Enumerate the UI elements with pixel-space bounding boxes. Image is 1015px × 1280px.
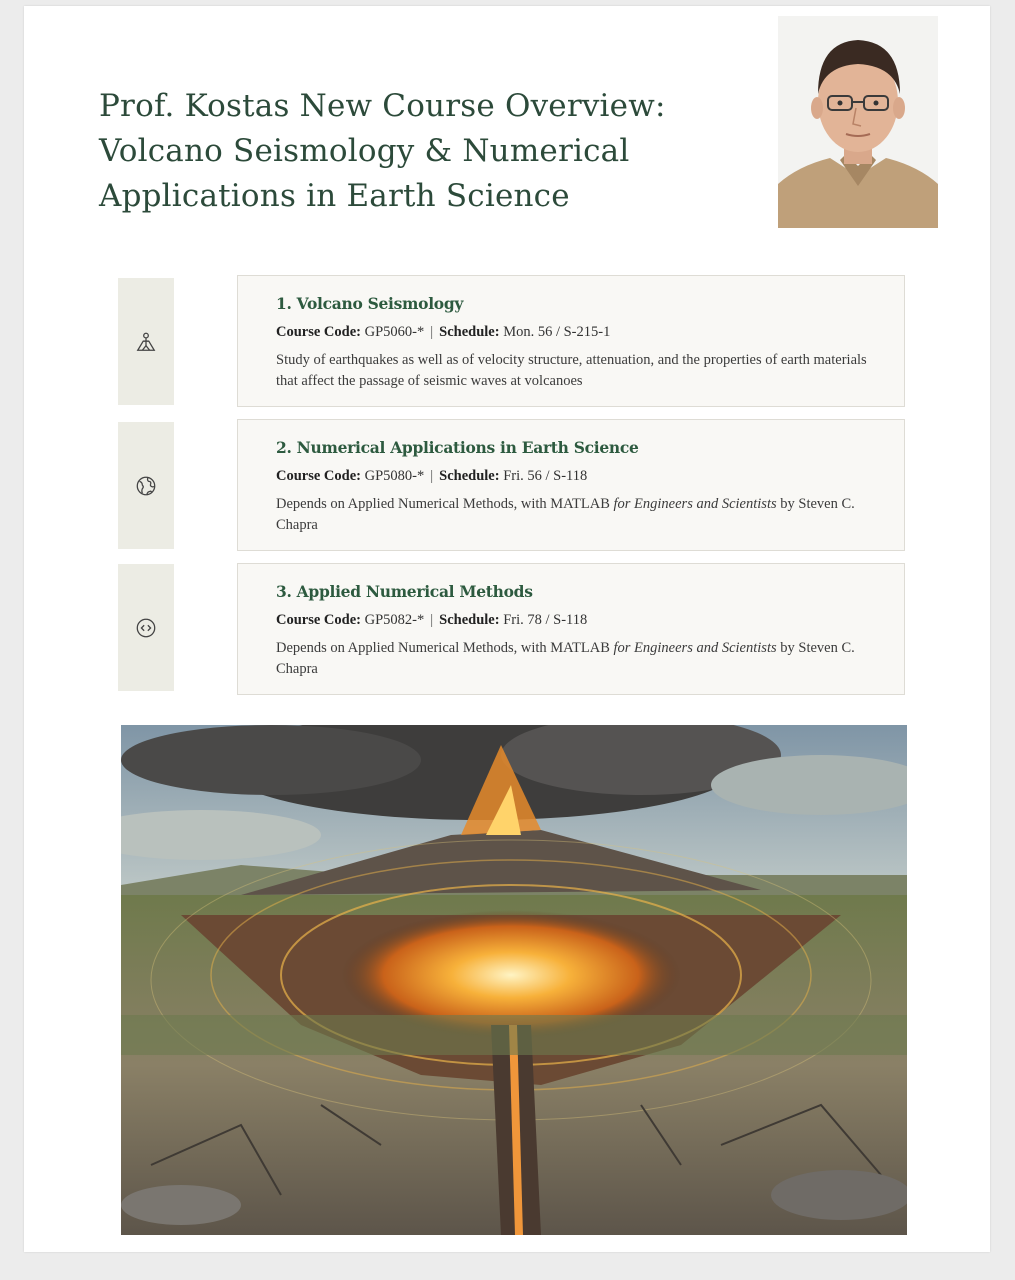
desc-italic: for Engineers and Scientists xyxy=(613,640,777,656)
meta-separator: | xyxy=(430,468,434,484)
schedule-label: Schedule: xyxy=(439,324,500,340)
course-2-icon-box xyxy=(118,422,174,549)
professor-portrait xyxy=(778,16,938,228)
course-card-1 xyxy=(237,275,905,407)
course-3-icon-box xyxy=(118,564,174,691)
course-title: 1. Volcano Seismology xyxy=(276,294,464,313)
code-icon xyxy=(135,617,157,639)
course-title: 2. Numerical Applications in Earth Science xyxy=(276,438,639,457)
meta-separator: | xyxy=(430,612,434,628)
title-line-2: Volcano Seismology & Numerical xyxy=(99,133,630,169)
course-code: GP5080-* xyxy=(364,468,425,484)
course-code-label: Course Code: xyxy=(276,468,361,484)
course-meta xyxy=(276,322,904,342)
course-meta xyxy=(276,466,904,486)
course-schedule: Fri. 78 / S-118 xyxy=(503,612,588,628)
schedule-label: Schedule: xyxy=(439,612,500,628)
course-description: Study of earthquakes as well as of velocity structure, attenuation, and the properties of earth materials that affect the passage of seismic waves at volcanoes xyxy=(276,352,867,389)
volcano-illustration xyxy=(121,725,907,1235)
course-meta xyxy=(276,610,904,630)
course-code: GP5060-* xyxy=(364,324,425,340)
globe-icon xyxy=(135,475,157,497)
course-card-3 xyxy=(237,563,905,695)
schedule-label: Schedule: xyxy=(439,468,500,484)
course-schedule: Fri. 56 / S-118 xyxy=(503,468,588,484)
title-line-1: Prof. Kostas New Course Overview: xyxy=(99,88,666,124)
desc-text: Depends on Applied Numerical Methods, with MATLAB xyxy=(276,640,614,656)
course-code-label: Course Code: xyxy=(276,612,361,628)
course-code-label: Course Code: xyxy=(276,324,361,340)
page-title xyxy=(99,84,739,219)
course-title: 3. Applied Numerical Methods xyxy=(276,582,533,601)
desc-italic: for Engineers and Scientists xyxy=(613,496,777,512)
course-description xyxy=(276,638,876,680)
desc-text-end: by Steven C. Chapra xyxy=(276,640,855,677)
course-description xyxy=(276,494,876,536)
desc-text: Depends on Applied Numerical Methods, with MATLAB xyxy=(276,496,614,512)
meta-separator: | xyxy=(430,324,434,340)
document-page xyxy=(24,6,990,1252)
title-line-3: Applications in Earth Science xyxy=(99,178,570,214)
volcano-icon xyxy=(135,331,157,353)
course-code: GP5082-* xyxy=(364,612,425,628)
course-schedule: Mon. 56 / S-215-1 xyxy=(503,324,611,340)
course-card-2 xyxy=(237,419,905,551)
course-1-icon-box xyxy=(118,278,174,405)
desc-text-end: by Steven C. Chapra xyxy=(276,496,855,533)
